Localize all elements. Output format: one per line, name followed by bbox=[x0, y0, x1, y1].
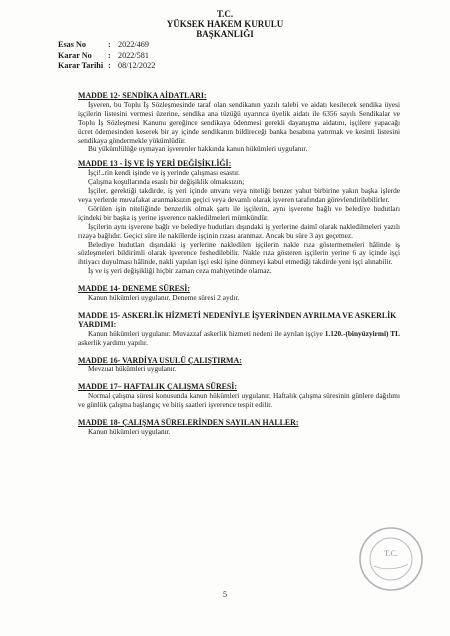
article-13-paragraph-1: İşçi!..rin kendi işinde ve iş yerinde çalışması esastır. bbox=[88, 168, 240, 178]
article-16-title: MADDE 16- VARDİYA USULÜ ÇALIŞTIRMA: bbox=[78, 355, 242, 365]
article-13-paragraph-2: Çalışma koşullarında esaslı bir değişiklik olmaksızın; bbox=[88, 177, 245, 187]
article-13-paragraph-5: İşçilerin aynı işverene bağlı ve belediye hudutları dışındaki iş yerlerine daimî olarak nakledilmeleri yazılı rızaya bağlıdır. Geçici süre ile nakillerde işçinin rızası aranmaz. Ancak bu süre 3 ayı geçemez. bbox=[78, 221, 400, 240]
meta-row-esas bbox=[58, 40, 155, 51]
article-15-amount: 1.120.-(binyüzyirmi) TL bbox=[324, 328, 400, 338]
article-13-paragraph-7: İş ve iş yeri değişikliği hiçbir zaman ceza mahiyetinde olamaz. bbox=[88, 266, 272, 276]
page-number: 5 bbox=[223, 590, 227, 599]
article-17-paragraph-1: Normal çalışma süresi konusunda kanun hükümleri uygulanır. Haftalık çalışma süresinin günlere dağılımı ve günlük çalışma başlangıç ve bitiş saatleri işverence tespit edilir. bbox=[78, 391, 400, 410]
header-department: BAŞKANLIĞI bbox=[196, 29, 254, 39]
article-18-title: MADDE 18- ÇALIŞMA SÜRELERİNDEN SAYILAN HALLER: bbox=[78, 418, 299, 428]
meta-row-karar bbox=[58, 51, 155, 62]
meta-sep: : bbox=[108, 50, 111, 60]
article-15-text-a: Kanun hükümleri uygulanır. Muvazzaf askerlik hizmeti nedeni ile ayrılan işçiye bbox=[88, 328, 323, 338]
article-15-text-b: askerlik yardımı yapılır. bbox=[78, 337, 148, 347]
article-16-paragraph-1: Mevzuat hükümleri uygulanır. bbox=[88, 364, 177, 374]
meta-value: 08/12/2022 bbox=[118, 61, 156, 70]
article-12-paragraph-2: Bu yükümlülüğe uymayan işverenler hakkında kanun hükümleri uygulanır. bbox=[88, 144, 308, 154]
document-body bbox=[78, 92, 400, 437]
article-12-paragraph-1: İşveren, bu Toplu İş Sözleşmesinde taraf olan sendikanın yazılı talebi ve aidatı kesilecek sendika üyesi işçilerin listesini vermesi üzerine, sendika ana tüzüğü uyarınca üyelik aidatı ile 6356 sayılı Sendikalar ve Toplu İş Sözleşmesi Kanunu gereğince sendikaya ödenmesi gerekli dayanışma aidatını, işçilere yapacağı ücret ödemesinden keserek bir ay içinde sendikanın bildireceği banka hesabına yatırmak ve kesinti listesini sendikaya göndermekle yükümlüdür. bbox=[78, 99, 400, 145]
meta-key: Esas No bbox=[58, 40, 86, 49]
article-13-title: MADDE 13 - İŞ VE İŞ YERİ DEĞİŞİKLİĞİ: bbox=[78, 159, 232, 169]
article-14-paragraph-1: Kanun hükümleri uygulanır. Deneme süresi 2 aydır. bbox=[88, 293, 240, 303]
article-18-paragraph-1: Kanun hükümleri uygulanır. bbox=[88, 427, 171, 436]
article-15-paragraph-1 bbox=[78, 330, 400, 348]
stamp-center-text: T.C. bbox=[384, 549, 398, 558]
article-13-paragraph-3: İşçiler, gerektiği takdirde, iş yeri içinde unvanı veya niteliği benzer yahut birbirine yakın başka işlerde veya yerlerde muvafakat aranmaksızın geçici veya devamlı olarak işveren tarafından görevlendirilebilirler. bbox=[78, 186, 400, 204]
meta-value: 2022/469 bbox=[118, 40, 149, 49]
article-13-paragraph-4: Görülen işin niteliğinde benzerlik olmak şartı ile işçilerin, aynı işverene bağlı ve belediye hudutları içindeki bir başka iş yerine işverence nakledilmeleri mümkündür. bbox=[78, 203, 400, 222]
article-14-title: MADDE 14- DENEME SÜRESİ: bbox=[78, 284, 191, 294]
meta-sep: : bbox=[108, 40, 111, 49]
header-institution: YÜKSEK HAKEM KURULU bbox=[166, 19, 284, 29]
meta-row-tarih bbox=[58, 61, 155, 72]
meta-sep: : bbox=[108, 61, 111, 70]
meta-value: 2022/581 bbox=[118, 50, 149, 60]
article-12-title: MADDE 12- SENDİKA AİDATLARI: bbox=[78, 91, 207, 100]
article-13-paragraph-6: Belediye hudutları dışındaki iş yerlerine nakledilen işçilerin nakle rıza göstermemeleri hâlinde iş sözleşmeleri bildirimli olarak işverence feshedilebilir. Nakle rıza gösteren işçilerin yerine 6 ay içinde işçi ihtiyacı duyulması hâlinde, nakli yapılan işçi eski işine dönmeyi kabul etmediği takdirde yeni işçi alınabilir. bbox=[78, 239, 400, 267]
meta-key: Karar No bbox=[58, 50, 92, 60]
article-15-title: MADDE 15- ASKERLİK HİZMETİ NEDENİYLE İŞYERİNDEN AYRILMA VE ASKERLİK YARDIMI: bbox=[78, 310, 397, 329]
header-tc: T.C. bbox=[216, 9, 234, 19]
article-17-title: MADDE 17– HAFTALIK ÇALIŞMA SÜRESİ: bbox=[78, 382, 237, 392]
meta-key: Karar Tarihi bbox=[58, 61, 104, 70]
case-metadata bbox=[58, 40, 155, 72]
official-seal-stamp bbox=[358, 526, 424, 592]
